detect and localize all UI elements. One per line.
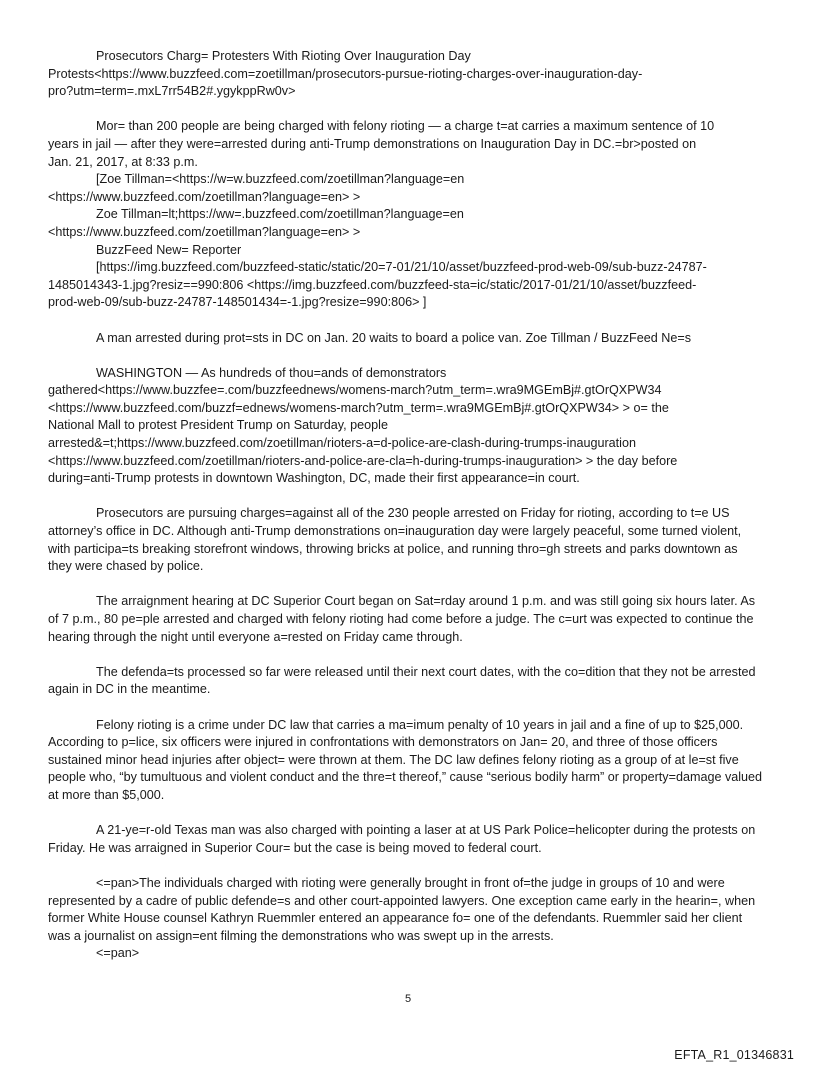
- intro-line: Jan. 21, 2017, at 8:33 p.m.: [48, 154, 198, 169]
- intro-line: Mor= than 200 people are being charged with felony rioting — a charge t=at carries a maximum sentence of 10: [96, 119, 715, 134]
- paragraph-public-defenders: <=pan>The individuals charged with rioting were generally brought in front of=the judge in groups of 10 and were represented by a cadre of public defende=s and other court-appointed lawyers. One exception came early in the hearin=, when former White House counsel Kathryn Ruemmler entered an appearance fo= one of the defendants. Ruemmler said her client was a journalist on assign=ent filming the demonstrations who was swept up in the arrests.: [48, 875, 756, 943]
- headline-line: pro?utm=term=.mxL7rr54B2#.ygykppRw0v>: [48, 84, 296, 99]
- paragraph-prosecutors: Prosecutors are pursuing charges=against all of the 230 people arrested on Friday for rioting, according to t=e US attorney’s office in DC. Although anti-Trump demonstrations on=inauguration day were largely peaceful, some turned violent, with participa=ts breaking storefront windows, throwing bricks at police, and running thro=gh streets and parks downtown as they were chased by police.: [48, 506, 742, 574]
- washington-paragraph: [48, 365, 764, 488]
- paragraph-arraignment: The arraignment hearing at DC Superior Court began on Sat=rday around 1 p.m. and was still going six hours later. As of 7 p.m., 80 pe=ple arrested and charged with felony rioting had come before a judge. The c=urt was expected to continue the hearing through the night until everyone a=rested on Friday came through.: [48, 594, 756, 644]
- document-id: EFTA_R1_01346831: [674, 1048, 794, 1062]
- document-body: [48, 48, 764, 963]
- headline-line: Protests<https://www.buzzfeed.com=zoetillman/prosecutors-pursue-rioting-charges-over-inauguration-day-: [48, 66, 643, 81]
- byline-line: [Zoe Tillman=<https://w=w.buzzfeed.com/zoetillman?language=en: [96, 172, 465, 187]
- closing-fragment: <=pan>: [96, 946, 140, 961]
- byline-line: <https://www.buzzfeed.com/zoetillman?language=en> >: [48, 189, 361, 204]
- intro-line: years in jail — after they were=arrested during anti-Trump demonstrations on Inauguration Day in DC.=br>posted on: [48, 136, 697, 151]
- washington-line: National Mall to protest President Trump on Saturday, people: [48, 418, 388, 433]
- byline-line: [https://img.buzzfeed.com/buzzfeed-static/static/20=7-01/21/10/asset/buzzfeed-prod-web-09/sub-buzz-24787-: [96, 260, 707, 275]
- washington-line: <https://www.buzzfeed.com/zoetillman/rioters-and-police-are-cla=h-during-trumps-inauguration> > the day before: [48, 453, 678, 468]
- byline-line: Zoe Tillman=lt;https://ww=.buzzfeed.com/zoetillman?language=en: [96, 207, 464, 222]
- paragraph-laser: A 21-ye=r-old Texas man was also charged with pointing a laser at at US Park Police=helicopter during the protests on Friday. He was arraigned in Superior Cour= but the case is being moved to federal court.: [48, 823, 756, 855]
- paragraph-felony-rioting: Felony rioting is a crime under DC law that carries a ma=imum penalty of 10 years in jail and a fine of up to $25,000. According to p=lice, six officers were injured in confrontations with demonstrators on Jan= 20, and three of those officers sustained minor head injuries after object= were thrown at them. The DC law defines felony rioting as a group of at le=st five people who, “by tumultuous and violent conduct and the thre=t thereof,” cause “serious bodily harm” or property=damage valued at more than $5,000.: [48, 717, 763, 802]
- byline-line: prod-web-09/sub-buzz-24787-148501434=-1.jpg?resize=990:806> ]: [48, 295, 427, 310]
- photo-caption: A man arrested during prot=sts in DC on Jan. 20 waits to board a police van. Zoe Tillman / BuzzFeed Ne=s: [96, 330, 692, 345]
- washington-line: arrested&=t;https://www.buzzfeed.com/zoetillman/rioters-a=d-police-are-clash-during-trumps-inauguration: [48, 436, 636, 451]
- page-number: 5: [404, 993, 412, 1005]
- headline-line: Prosecutors Charg= Protesters With Rioting Over Inauguration Day: [96, 49, 471, 63]
- byline-line: <https://www.buzzfeed.com/zoetillman?language=en> >: [48, 224, 361, 239]
- washington-line: <https://www.buzzfeed.com/buzzf=ednews/womens-march?utm_term=.wra9MGEmBj#.gtOrQXPW34> > o= the: [48, 400, 669, 415]
- byline-line: 1485014343-1.jpg?resiz==990:806 <https://img.buzzfeed.com/buzzfeed-sta=ic/static/2017-01/21/10/asset/buzzfeed-: [48, 277, 697, 292]
- washington-line: gathered<https://www.buzzfee=.com/buzzfeednews/womens-march?utm_term=.wra9MGEmBj#.gtOrQXPW34: [48, 383, 662, 398]
- intro-paragraph: [48, 118, 764, 171]
- washington-line: WASHINGTON — As hundreds of thou=ands of demonstrators: [96, 365, 447, 380]
- paragraph-defendants: The defenda=ts processed so far were released until their next court dates, with the co=dition that they not be arrested again in DC in the meantime.: [48, 664, 756, 697]
- headline: [48, 48, 764, 101]
- byline-line: BuzzFeed New= Reporter: [96, 242, 242, 257]
- byline: [48, 171, 764, 312]
- washington-line: during=anti-Trump protests in downtown Washington, DC, made their first appearance=in court.: [48, 471, 580, 486]
